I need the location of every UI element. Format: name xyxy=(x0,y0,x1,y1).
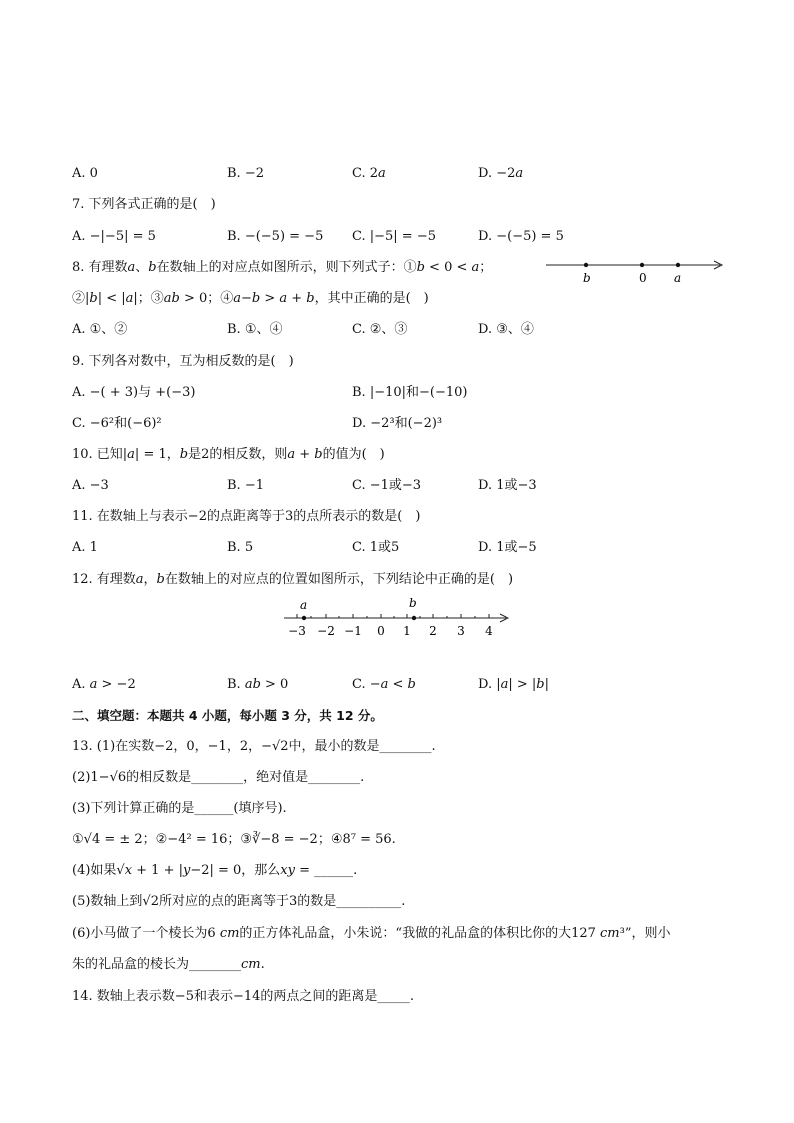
q12-number-line xyxy=(280,596,516,640)
q9-option-d: D. −2³和(−2)³ xyxy=(352,416,443,431)
q11-option-c: C. 1或5 xyxy=(352,540,400,555)
q12-label-a: 𝑎 xyxy=(300,598,308,612)
q7-option-c: C. |−5| = −5 xyxy=(352,229,436,244)
q8-option-d: D. ③、④ xyxy=(478,322,534,337)
question-7-stem: 7. 下列各式正确的是( ) xyxy=(72,197,216,212)
q13-part6-line1: (6)小马做了一个棱长为6 𝑐𝑚的正方体礼品盒，小朱说：“我做的礼品盒的体积比你的大127 𝑐𝑚³”，则小 xyxy=(72,926,671,941)
question-10-stem: 10. 已知|𝑎| = 1，𝑏是2的相反数，则𝑎 + 𝑏的值为( ) xyxy=(72,447,385,462)
option-c: C. 2𝑎 xyxy=(352,166,386,181)
q8-label-zero: 0 xyxy=(639,271,647,285)
q10-option-d: D. 1或−3 xyxy=(478,478,537,493)
q8-label-a: 𝑎 xyxy=(674,271,682,285)
q13-part3: (3)下列计算正确的是______(填序号). xyxy=(72,801,287,816)
q12-option-a: A. 𝑎 > −2 xyxy=(72,677,136,692)
q13-part6-line2: 朱的礼品盒的棱长为________𝑐𝑚. xyxy=(72,957,265,972)
q13-part4: (4)如果√𝑥 + 1 + |𝑦−2| = 0，那么𝑥𝑦 = ______. xyxy=(72,863,358,878)
question-8-stem-line1: 8. 有理数𝑎、𝑏在数轴上的对应点如图所示，则下列式子：①𝑏 < 0 < 𝑎； xyxy=(72,260,493,275)
question-8-stem-line2: ②|𝑏| < |𝑎|；③𝑎𝑏 > 0；④𝑎−𝑏 > 𝑎 + 𝑏，其中正确的是( ) xyxy=(72,291,429,306)
q12-tick-label: 2 xyxy=(429,624,437,638)
option-a: A. 0 xyxy=(72,166,98,181)
q13-part1: 13. (1)在实数−2，0，−1，2，−√2中，最小的数是________. xyxy=(72,739,436,754)
question-11-stem: 11. 在数轴上与表示−2的点距离等于3的点所表示的数是( ) xyxy=(72,509,421,524)
q9-option-a: A. −( + 3)与 +(−3) xyxy=(72,385,196,400)
q7-option-b: B. −(−5) = −5 xyxy=(227,229,324,244)
q8-label-b: 𝑏 xyxy=(583,271,591,285)
q9-option-c: C. −6²和(−6)² xyxy=(72,416,162,431)
option-b: B. −2 xyxy=(227,166,264,181)
question-9-stem: 9. 下列各对数中，互为相反数的是( ) xyxy=(72,354,294,369)
q12-tick-label: 3 xyxy=(457,624,465,638)
q12-option-b: B. 𝑎𝑏 > 0 xyxy=(227,677,289,692)
q12-tick-label: 0 xyxy=(377,624,385,638)
question-14-stem: 14. 数轴上表示数−5和表示−14的两点之间的距离是_____. xyxy=(72,989,415,1004)
q8-option-c: C. ②、③ xyxy=(352,322,408,337)
question-12-stem: 12. 有理数𝑎，𝑏在数轴上的对应点的位置如图所示，下列结论中正确的是( ) xyxy=(72,572,514,587)
q12-tick-label: −2 xyxy=(317,624,335,638)
q13-part3-choices: ①√4 = ± 2；②−4² = 16；③∛−8 = −2；④8⁷ = 56. xyxy=(72,832,396,847)
q12-tick-label: 4 xyxy=(485,624,493,638)
q11-option-d: D. 1或−5 xyxy=(478,540,537,555)
q12-option-d: D. |𝑎| > |𝑏| xyxy=(478,677,549,692)
q12-tick-label: −3 xyxy=(288,624,306,638)
option-d: D. −2𝑎 xyxy=(478,166,524,181)
q13-part2: (2)1−√6的相反数是________，绝对值是________. xyxy=(72,770,365,785)
q10-option-c: C. −1或−3 xyxy=(352,478,422,493)
q12-label-b: 𝑏 xyxy=(409,596,417,610)
q9-option-b: B. |−10|和−(−10) xyxy=(352,385,468,400)
q12-tick-label: 1 xyxy=(403,624,411,638)
q12-tick-label: −1 xyxy=(344,624,362,638)
q11-option-a: A. 1 xyxy=(72,540,98,555)
q8-number-line xyxy=(544,254,728,286)
q8-option-a: A. ①、② xyxy=(72,322,128,337)
q8-option-b: B. ①、④ xyxy=(227,322,283,337)
q13-part5: (5)数轴上到√2所对应的点的距离等于3的数是__________. xyxy=(72,894,406,909)
q7-option-d: D. −(−5) = 5 xyxy=(478,229,564,244)
q11-option-b: B. 5 xyxy=(227,540,254,555)
q12-option-c: C. −𝑎 < 𝑏 xyxy=(352,677,416,692)
q10-option-b: B. −1 xyxy=(227,478,264,493)
q7-option-a: A. −|−5| = 5 xyxy=(72,229,156,244)
q10-option-a: A. −3 xyxy=(72,478,109,493)
section-heading: 二、填空题：本题共 4 小题，每小题 3 分，共 12 分。 xyxy=(72,708,383,723)
